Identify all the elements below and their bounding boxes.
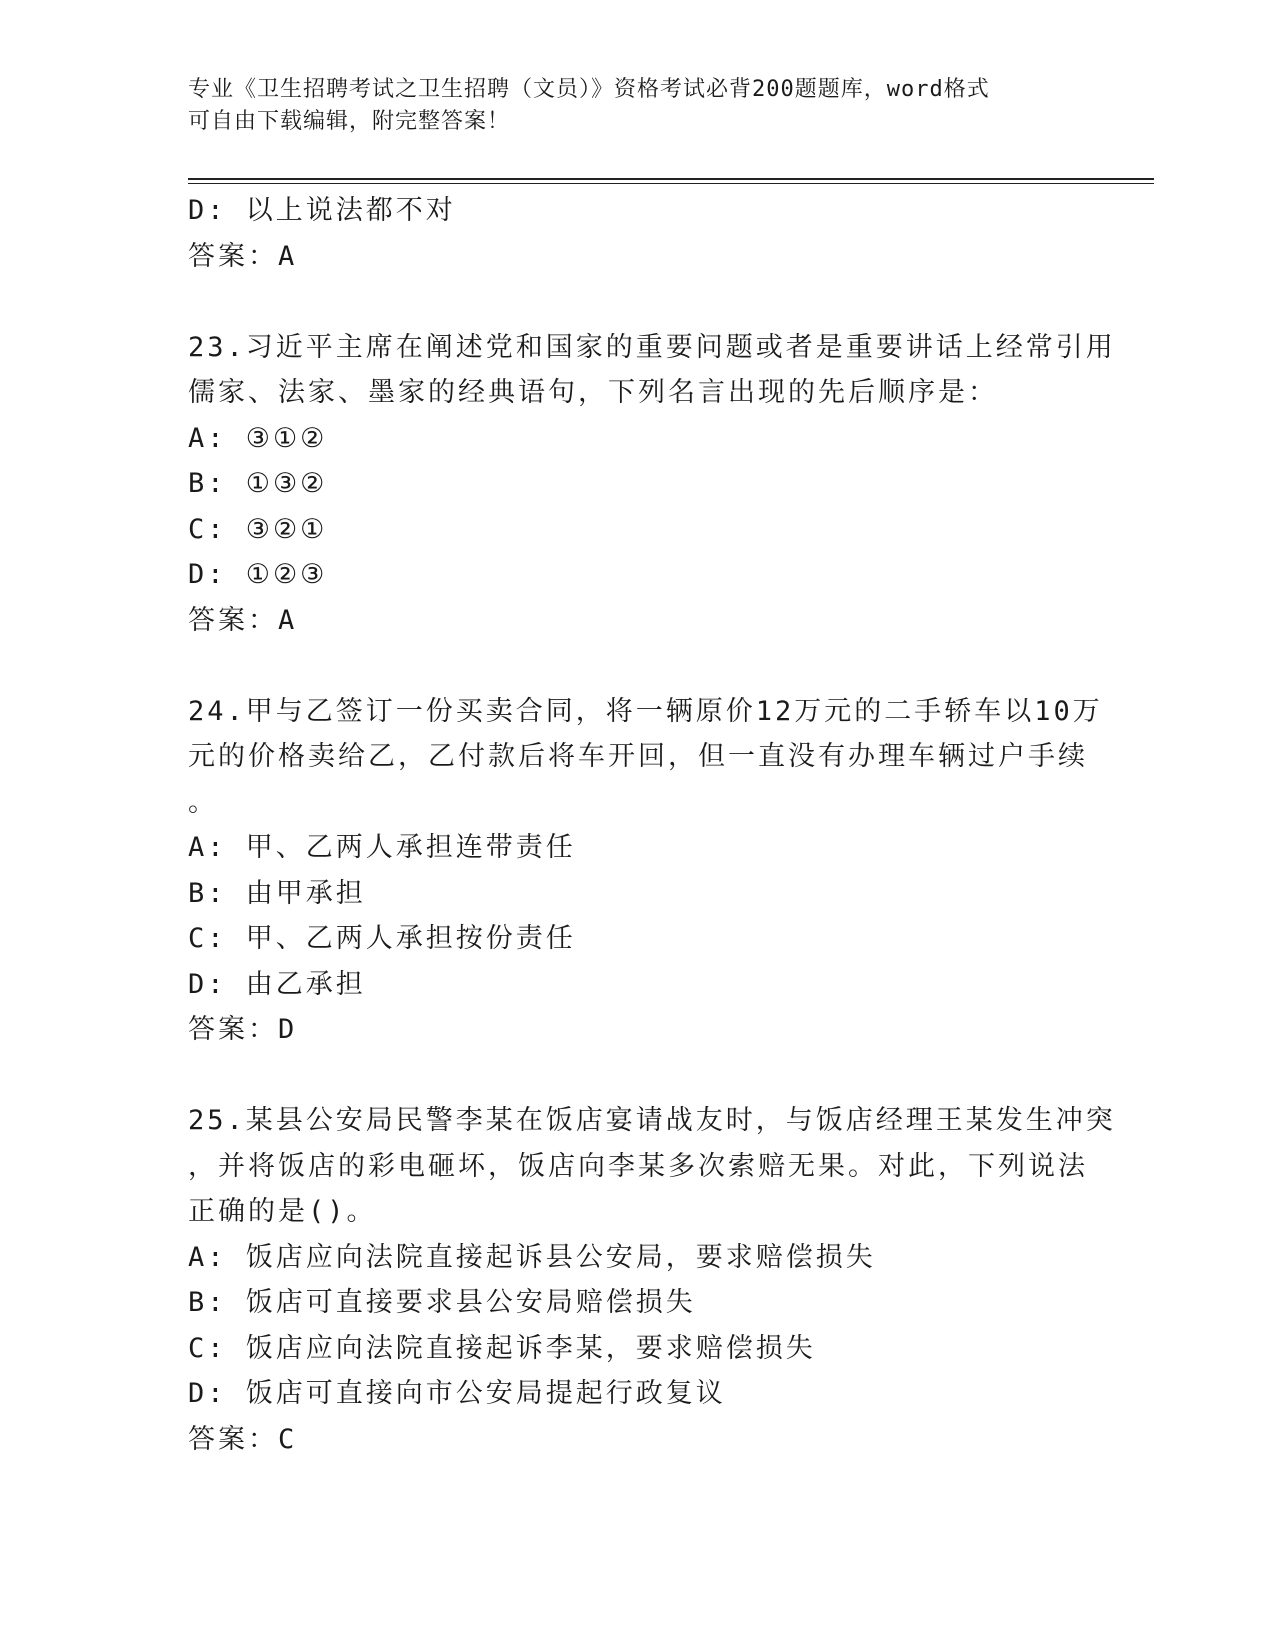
option-d: D: 以上说法都不对 [188, 195, 456, 226]
option-d: D: ①②③ [188, 559, 328, 590]
option-a: A: ③①② [188, 422, 328, 454]
option-c: C: 甲、乙两人承担按份责任 [188, 923, 576, 954]
option-b: B: 由甲承担 [188, 877, 366, 909]
question-stem-line: 24.甲与乙签订一份买卖合同，将一辆原价12万元的二手轿车以10万 [188, 695, 1103, 727]
option-a: A: 饭店应向法院直接起诉县公安局，要求赔偿损失 [188, 1241, 876, 1273]
question-24 [188, 689, 1103, 1053]
question-25 [188, 1098, 1116, 1462]
question-stem-line: 25.某县公安局民警李某在饭店宴请战友时，与饭店经理王某发生冲突 [188, 1105, 1116, 1136]
option-d: D: 由乙承担 [188, 968, 366, 1000]
spacer [188, 279, 1088, 325]
header-divider-thin [188, 183, 1154, 184]
answer-line: 答案：A [188, 240, 298, 272]
header-title-line1: 专业《卫生招聘考试之卫生招聘（文员）》资格考试必背200题题库，word格式 [188, 77, 990, 102]
answer-line: 答案：A [188, 604, 298, 636]
header-title-line2: 可自由下载编辑，附完整答案！ [188, 109, 511, 134]
question-stem-line: 元的价格卖给乙，乙付款后将车开回，但一直没有办理车辆过户手续 [188, 741, 1088, 772]
spacer [188, 1053, 1088, 1099]
option-a: A: 甲、乙两人承担连带责任 [188, 832, 576, 863]
option-c: C: 饭店应向法院直接起诉李某，要求赔偿损失 [188, 1332, 816, 1364]
question-stem-line: 正确的是()。 [188, 1196, 377, 1227]
question-22-tail [188, 188, 1088, 279]
question-stem-line: ，并将饭店的彩电砸坏，饭店向李某多次索赔无果。对此，下列说法 [188, 1150, 1088, 1182]
question-content [188, 188, 1116, 1462]
answer-line: 答案：D [188, 1014, 298, 1045]
question-stem-line: 。 [188, 786, 218, 818]
question-stem-line: 23.习近平主席在阐述党和国家的重要问题或者是重要讲话上经常引用 [188, 331, 1116, 363]
header-divider-thick [188, 178, 1154, 180]
option-c: C: ③②① [188, 513, 328, 545]
spacer [188, 643, 1088, 689]
option-b: B: ①③② [188, 468, 328, 499]
option-d: D: 饭店可直接向市公安局提起行政复议 [188, 1378, 726, 1409]
page-header [188, 74, 1068, 138]
question-23 [188, 325, 1116, 644]
option-b: B: 饭店可直接要求县公安局赔偿损失 [188, 1287, 696, 1318]
question-stem-line: 儒家、法家、墨家的经典语句，下列名言出现的先后顺序是： [188, 377, 998, 408]
answer-line: 答案：C [188, 1423, 298, 1455]
